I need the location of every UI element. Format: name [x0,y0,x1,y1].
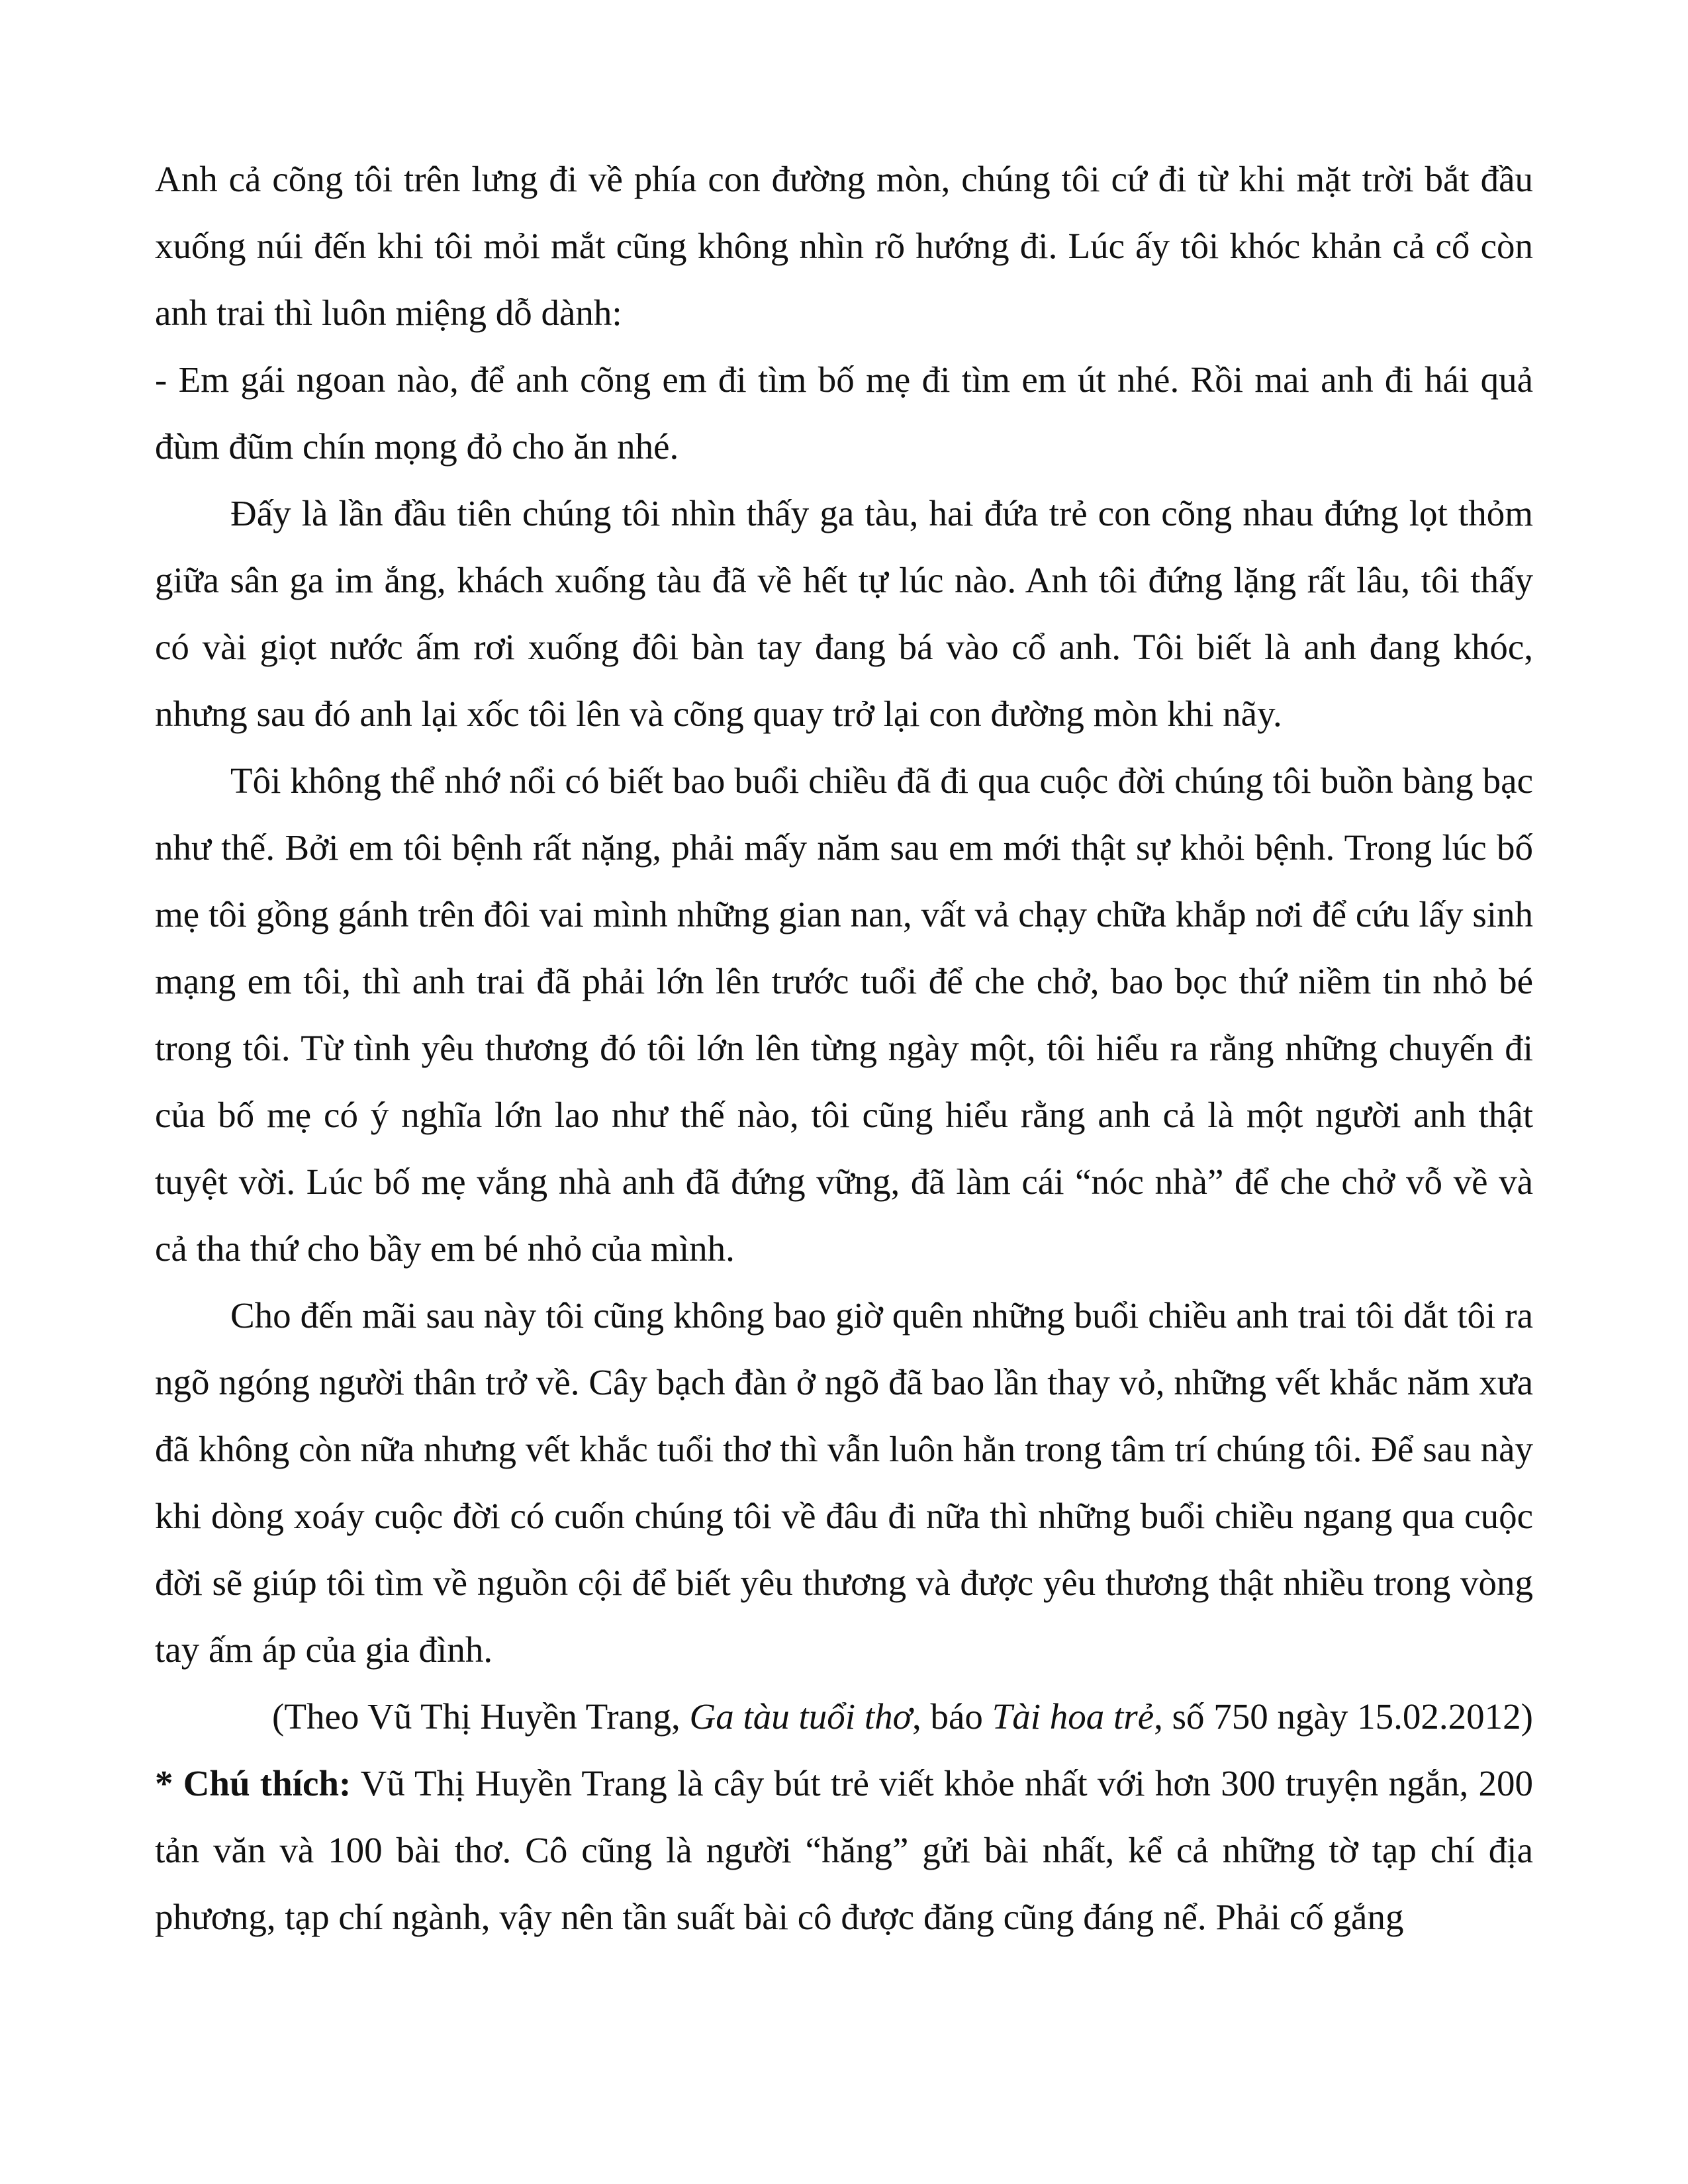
dialogue-line: - Em gái ngoan nào, để anh cõng em đi tìm bố mẹ đi tìm em út nhé. Rồi mai anh đi hái quả đùm đũm chín mọng đỏ cho ăn nhé. [155,359,1533,467]
source-citation [155,1683,1533,1750]
citation-suffix: , số 750 ngày 15.02.2012) [1154,1696,1533,1737]
citation-mid: , báo [912,1696,992,1737]
paragraph-4: Cho đến mãi sau này tôi cũng không bao giờ quên những buổi chiều anh trai tôi dắt tôi ra ngõ ngóng người thân trở về. Cây bạch đàn ở ngõ đã bao lần thay vỏ, những vết khắc năm xưa đã không còn nữa nhưng vết khắc tuổi thơ thì vẫn luôn hằn trong tâm trí chúng tôi. Để sau này khi dòng xoáy cuộc đời có cuốn chúng tôi về đâu đi nữa thì những buổi chiều ngang qua cuộc đời sẽ giúp tôi tìm về nguồn cội để biết yêu thương và được yêu thương thật nhiều trong vòng tay ấm áp của gia đình. [155,1295,1533,1670]
citation-prefix: (Theo Vũ Thị Huyền Trang, [272,1696,690,1737]
paragraph-3: Tôi không thể nhớ nổi có biết bao buổi chiều đã đi qua cuộc đời chúng tôi buồn bàng bạc như thế. Bởi em tôi bệnh rất nặng, phải mấy năm sau em mới thật sự khỏi bệnh. Trong lúc bố mẹ tôi gồng gánh trên đôi vai mình những gian nan, vất vả chạy chữa khắp nơi để cứu lấy sinh mạng em tôi, thì anh trai đã phải lớn lên trước tuổi để che chở, bao bọc thứ niềm tin nhỏ bé trong tôi. Từ tình yêu thương đó tôi lớn lên từng ngày một, tôi hiểu ra rằng những chuyến đi của bố mẹ có ý nghĩa lớn lao như thế nào, tôi cũng hiểu rằng anh cả là một người anh thật tuyệt vời. Lúc bố mẹ vắng nhà anh đã đứng vững, đã làm cái “nóc nhà” để che chở vỗ về và cả tha thứ cho bầy em bé nhỏ của mình. [155,760,1533,1269]
citation-work-title: Ga tàu tuổi thơ [689,1696,912,1737]
footnote [155,1750,1533,1950]
footnote-text: Vũ Thị Huyền Trang là cây bút trẻ viết khỏe nhất với hơn 300 truyện ngắn, 200 tản văn và 100 bài thơ. Cô cũng là người “hăng” gửi bài nhất, kể cả những tờ tạp chí địa phương, tạp chí ngành, vậy nên tần suất bài cô được đăng cũng đáng nể. Phải cố gắng [155,1763,1533,1937]
citation-newspaper: Tài hoa trẻ [992,1696,1154,1737]
footnote-label: * Chú thích: [155,1763,352,1803]
document-body [155,146,1533,1950]
paragraph-2: Đấy là lần đầu tiên chúng tôi nhìn thấy ga tàu, hai đứa trẻ con cõng nhau đứng lọt thỏm giữa sân ga im ắng, khách xuống tàu đã về hết tự lúc nào. Anh tôi đứng lặng rất lâu, tôi thấy có vài giọt nước ấm rơi xuống đôi bàn tay đang bá vào cổ anh. Tôi biết là anh đang khóc, nhưng sau đó anh lại xốc tôi lên và cõng quay trở lại con đường mòn khi nãy. [155,493,1533,734]
paragraph-1: Anh cả cõng tôi trên lưng đi về phía con đường mòn, chúng tôi cứ đi từ khi mặt trời bắt đầu xuống núi đến khi tôi mỏi mắt cũng không nhìn rõ hướng đi. Lúc ấy tôi khóc khản cả cổ còn anh trai thì luôn miệng dỗ dành: [155,159,1533,333]
